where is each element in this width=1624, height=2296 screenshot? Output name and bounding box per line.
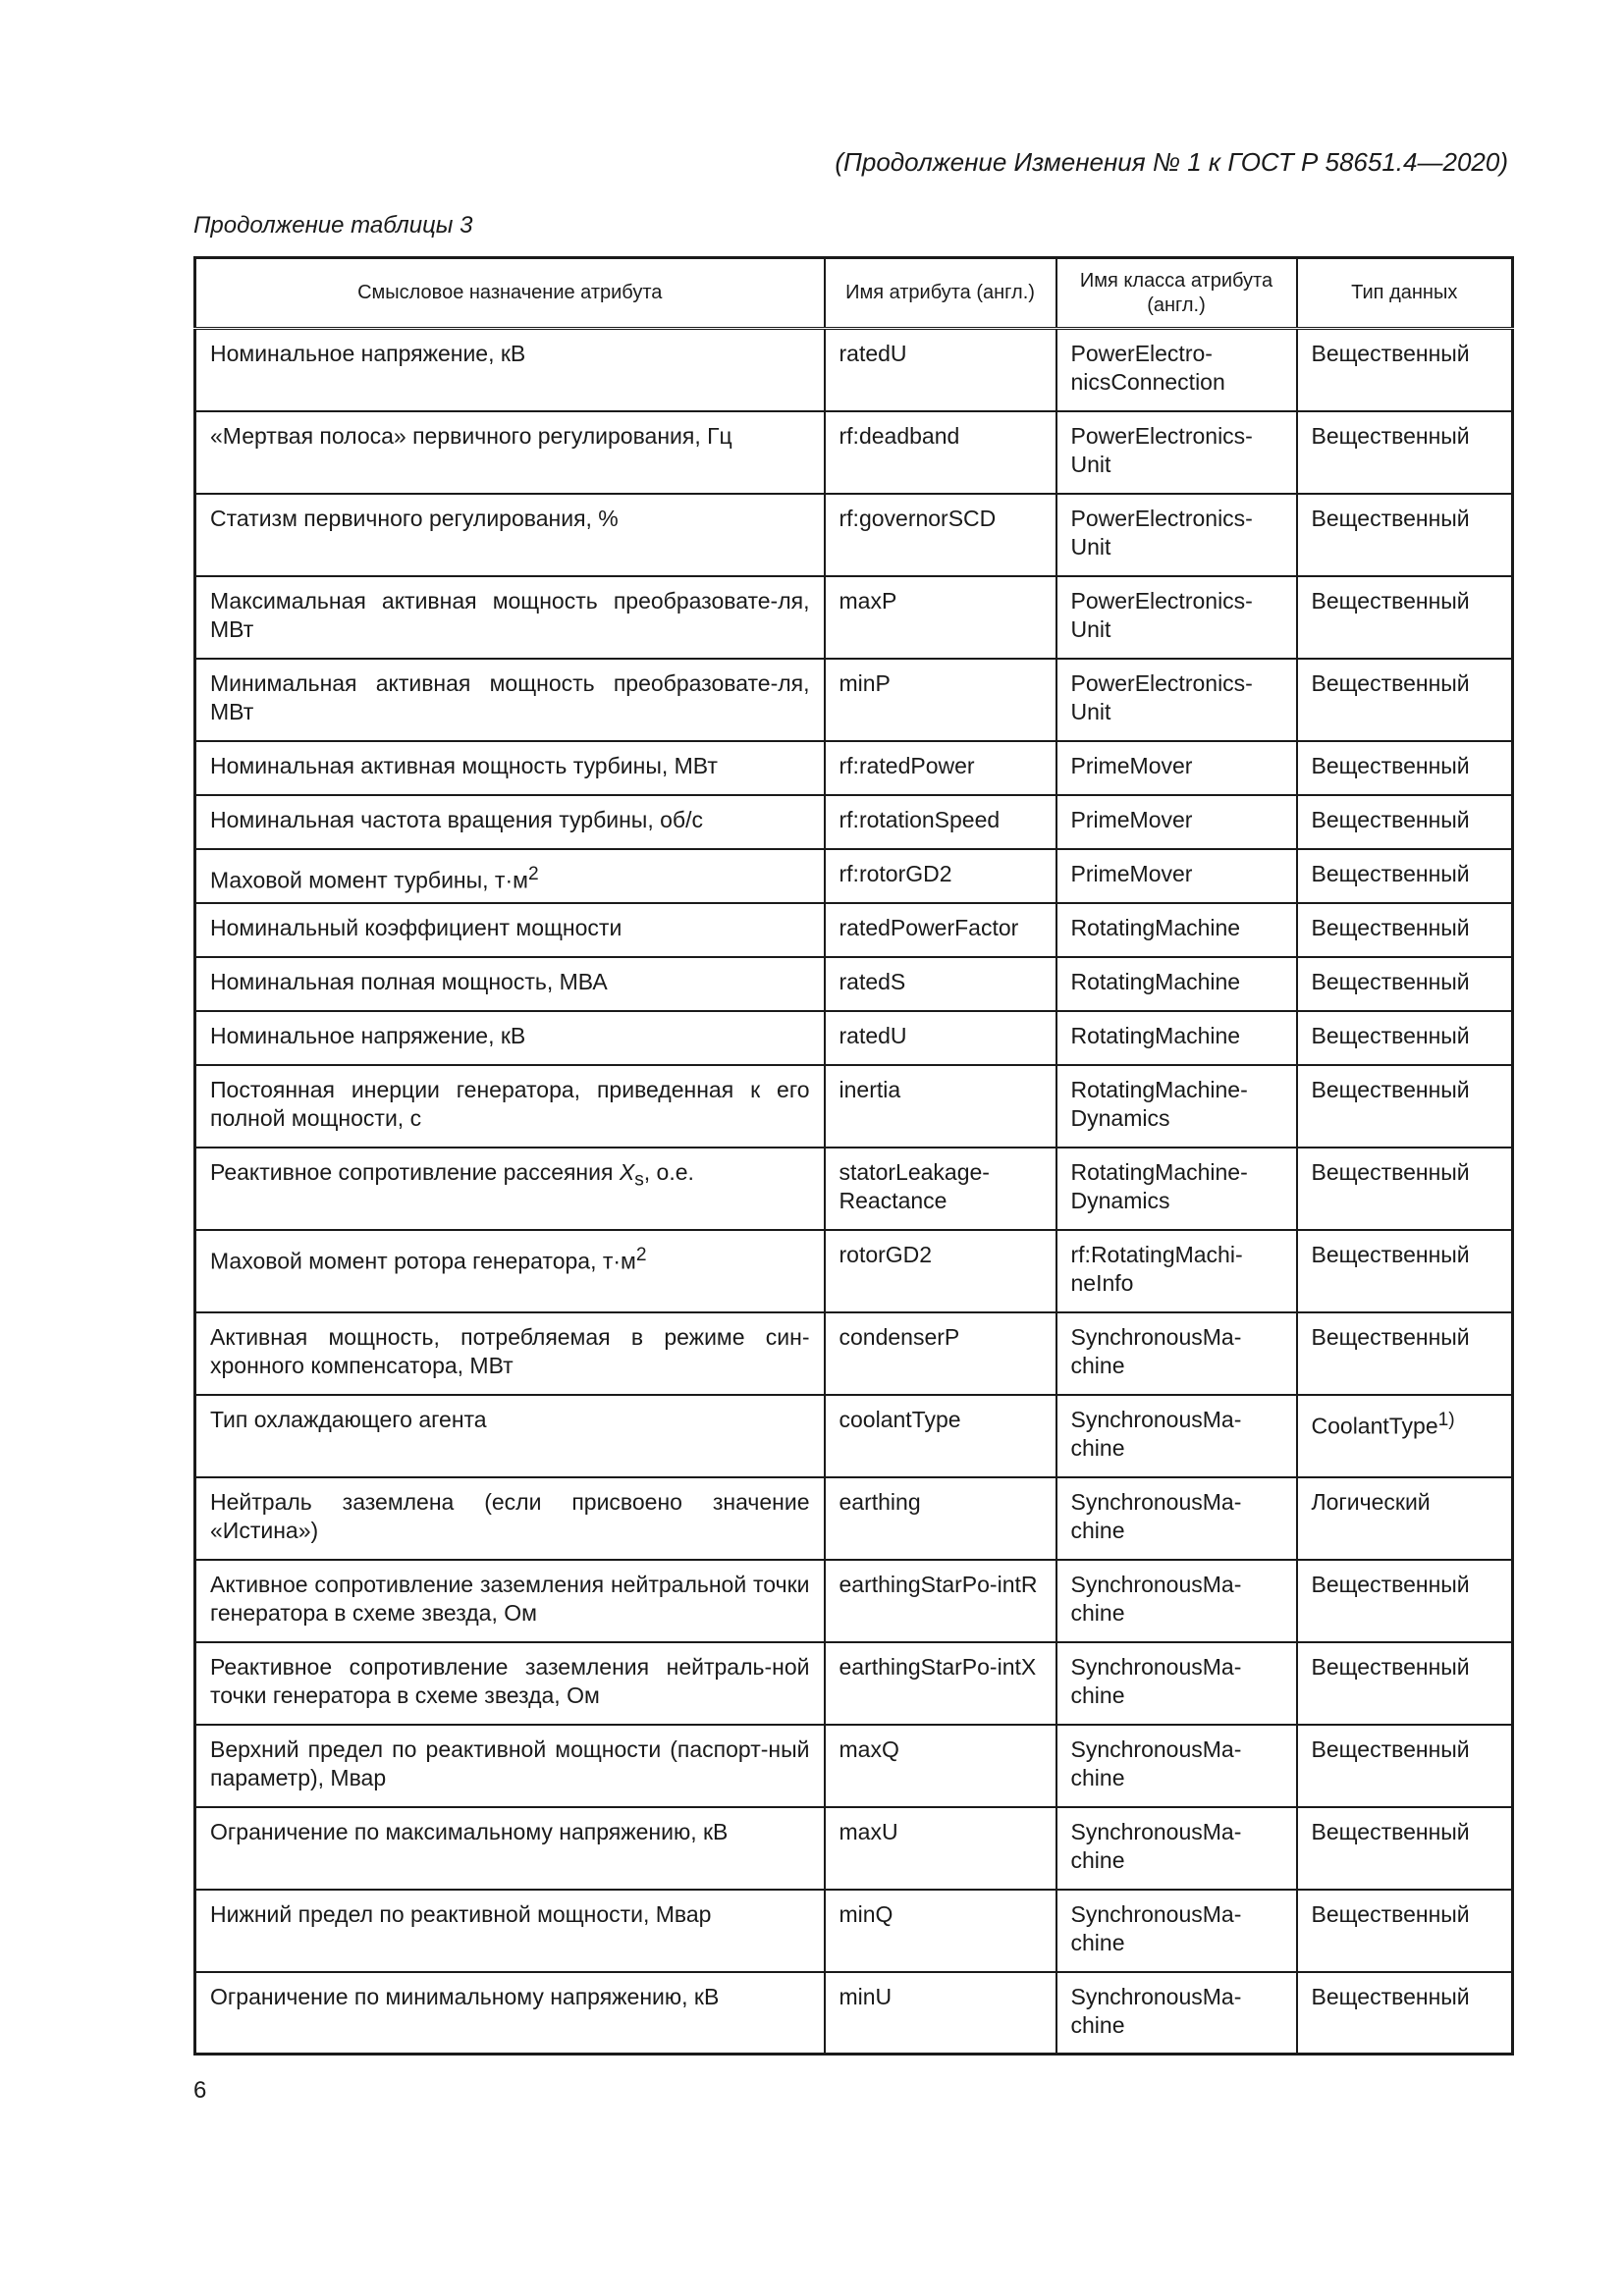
cell-purpose bbox=[195, 1560, 825, 1642]
cell-class-name: PrimeMover bbox=[1056, 849, 1297, 903]
cell-data-type bbox=[1297, 1807, 1513, 1890]
cell-class-name: PowerElectronics-Unit bbox=[1056, 659, 1297, 741]
type-text: Вещественный bbox=[1311, 587, 1470, 614]
cell-attribute-name: earthingStarPo-intR bbox=[825, 1560, 1056, 1642]
cell-attribute-name: maxU bbox=[825, 1807, 1056, 1890]
cell-data-type bbox=[1297, 411, 1513, 494]
cell-class-name: RotatingMachine bbox=[1056, 1011, 1297, 1065]
type-text: Вещественный bbox=[1311, 1571, 1470, 1597]
cell-data-type bbox=[1297, 849, 1513, 903]
cell-purpose bbox=[195, 659, 825, 741]
type-text: Вещественный bbox=[1311, 752, 1470, 778]
table-row bbox=[195, 1807, 1513, 1890]
purpose-text: Тип охлаждающего агента bbox=[210, 1406, 487, 1432]
table-row bbox=[195, 741, 1513, 795]
cell-attribute-name: earthing bbox=[825, 1477, 1056, 1560]
cell-attribute-name: rf:ratedPower bbox=[825, 741, 1056, 795]
attribute-table bbox=[193, 256, 1514, 2056]
cell-data-type bbox=[1297, 329, 1513, 411]
purpose-text: Максимальная активная мощность преобразовате-ля, МВт bbox=[210, 587, 810, 642]
cell-class-name: SynchronousMa-chine bbox=[1056, 1972, 1297, 2055]
cell-class-name: SynchronousMa-chine bbox=[1056, 1395, 1297, 1477]
table-row bbox=[195, 1065, 1513, 1148]
table-row bbox=[195, 659, 1513, 741]
cell-data-type bbox=[1297, 903, 1513, 957]
table-row bbox=[195, 576, 1513, 659]
cell-data-type bbox=[1297, 795, 1513, 849]
cell-attribute-name: ratedU bbox=[825, 1011, 1056, 1065]
purpose-text: Активное сопротивление заземления нейтральной точки генератора в схеме звезда, Ом bbox=[210, 1571, 810, 1626]
cell-data-type bbox=[1297, 1725, 1513, 1807]
cell-attribute-name: rotorGD2 bbox=[825, 1230, 1056, 1312]
cell-data-type bbox=[1297, 1890, 1513, 1972]
cell-data-type bbox=[1297, 1011, 1513, 1065]
column-header-purpose: Смысловое назначение атрибута bbox=[195, 258, 825, 329]
type-text: Вещественный bbox=[1311, 669, 1470, 696]
cell-class-name: RotatingMachine bbox=[1056, 903, 1297, 957]
purpose-text: Номинальное напряжение, кВ bbox=[210, 341, 526, 366]
purpose-text: Номинальная частота вращения турбины, об/с bbox=[210, 806, 703, 832]
cell-purpose bbox=[195, 494, 825, 576]
column-header-class-name: Имя класса атрибута (англ.) bbox=[1056, 258, 1297, 329]
type-text: Вещественный bbox=[1311, 1076, 1470, 1102]
type-text: Вещественный bbox=[1311, 968, 1470, 994]
purpose-tail: , о.е. bbox=[643, 1158, 694, 1185]
cell-class-name: SynchronousMa-chine bbox=[1056, 1725, 1297, 1807]
cell-data-type bbox=[1297, 957, 1513, 1011]
type-text: Вещественный bbox=[1311, 1818, 1470, 1844]
cell-purpose bbox=[195, 1477, 825, 1560]
cell-purpose bbox=[195, 576, 825, 659]
cell-attribute-name: minQ bbox=[825, 1890, 1056, 1972]
purpose-text: Номинальная активная мощность турбины, МВт bbox=[210, 752, 718, 778]
table-row bbox=[195, 1972, 1513, 2055]
type-text: Вещественный bbox=[1311, 860, 1470, 886]
cell-attribute-name: statorLeakage-Reactance bbox=[825, 1148, 1056, 1230]
cell-class-name: SynchronousMa-chine bbox=[1056, 1890, 1297, 1972]
table-row bbox=[195, 1395, 1513, 1477]
table-row bbox=[195, 1642, 1513, 1725]
cell-data-type bbox=[1297, 1560, 1513, 1642]
cell-class-name: PowerElectronics-Unit bbox=[1056, 576, 1297, 659]
purpose-text: Верхний предел по реактивной мощности (паспорт-ный параметр), Мвар bbox=[210, 1735, 810, 1790]
cell-attribute-name: minP bbox=[825, 659, 1056, 741]
cell-purpose bbox=[195, 1395, 825, 1477]
type-text: Вещественный bbox=[1311, 806, 1470, 832]
table-row bbox=[195, 1560, 1513, 1642]
cell-class-name: SynchronousMa-chine bbox=[1056, 1477, 1297, 1560]
cell-purpose bbox=[195, 1148, 825, 1230]
type-text: Вещественный bbox=[1311, 1158, 1470, 1185]
cell-purpose bbox=[195, 1972, 825, 2055]
cell-attribute-name: coolantType bbox=[825, 1395, 1056, 1477]
cell-attribute-name: rf:governorSCD bbox=[825, 494, 1056, 576]
cell-class-name: rf:RotatingMachi-neInfo bbox=[1056, 1230, 1297, 1312]
type-text: Вещественный bbox=[1311, 1653, 1470, 1680]
cell-data-type bbox=[1297, 1972, 1513, 2055]
purpose-text: Статизм первичного регулирования, % bbox=[210, 505, 619, 531]
cell-purpose bbox=[195, 1807, 825, 1890]
table-header-row bbox=[195, 258, 1513, 329]
table-row bbox=[195, 1725, 1513, 1807]
type-text: Вещественный bbox=[1311, 1323, 1470, 1350]
table-row bbox=[195, 411, 1513, 494]
cell-purpose bbox=[195, 849, 825, 903]
cell-class-name: SynchronousMa-chine bbox=[1056, 1807, 1297, 1890]
cell-class-name: RotatingMachine-Dynamics bbox=[1056, 1065, 1297, 1148]
cell-class-name: SynchronousMa-chine bbox=[1056, 1560, 1297, 1642]
purpose-text: Маховой момент турбины, т·м bbox=[210, 867, 528, 893]
cell-data-type bbox=[1297, 741, 1513, 795]
cell-data-type bbox=[1297, 576, 1513, 659]
cell-attribute-name: rf:rotorGD2 bbox=[825, 849, 1056, 903]
cell-class-name: PowerElectronics-Unit bbox=[1056, 494, 1297, 576]
cell-data-type bbox=[1297, 1230, 1513, 1312]
table-row bbox=[195, 1477, 1513, 1560]
cell-purpose bbox=[195, 957, 825, 1011]
type-text: Вещественный bbox=[1311, 1241, 1470, 1267]
cell-attribute-name: minU bbox=[825, 1972, 1056, 2055]
cell-purpose bbox=[195, 1230, 825, 1312]
cell-purpose bbox=[195, 903, 825, 957]
cell-attribute-name: condenserP bbox=[825, 1312, 1056, 1395]
cell-data-type bbox=[1297, 1395, 1513, 1477]
cell-purpose bbox=[195, 1065, 825, 1148]
cell-attribute-name: rf:rotationSpeed bbox=[825, 795, 1056, 849]
cell-purpose bbox=[195, 1725, 825, 1807]
cell-purpose bbox=[195, 795, 825, 849]
table-row bbox=[195, 494, 1513, 576]
type-text: Вещественный bbox=[1311, 422, 1470, 449]
cell-data-type bbox=[1297, 1148, 1513, 1230]
purpose-text: Нейтраль заземлена (если присвоено значение «Истина») bbox=[210, 1488, 810, 1543]
purpose-text: Ограничение по минимальному напряжению, кВ bbox=[210, 1983, 720, 2009]
cell-purpose bbox=[195, 1011, 825, 1065]
cell-data-type bbox=[1297, 1477, 1513, 1560]
type-text: Вещественный bbox=[1311, 1022, 1470, 1048]
purpose-text: Активная мощность, потребляемая в режиме син-хронного компенсатора, МВт bbox=[210, 1323, 810, 1378]
purpose-text: Реактивное сопротивление рассеяния bbox=[210, 1158, 620, 1185]
purpose-subscript: s bbox=[634, 1169, 644, 1191]
cell-class-name: PrimeMover bbox=[1056, 795, 1297, 849]
table-body bbox=[195, 329, 1513, 2055]
cell-purpose bbox=[195, 411, 825, 494]
cell-class-name: RotatingMachine-Dynamics bbox=[1056, 1148, 1297, 1230]
cell-purpose bbox=[195, 1312, 825, 1395]
purpose-superscript: 2 bbox=[635, 1244, 647, 1265]
table-row bbox=[195, 903, 1513, 957]
cell-class-name: PrimeMover bbox=[1056, 741, 1297, 795]
table-row bbox=[195, 795, 1513, 849]
purpose-text: Номинальное напряжение, кВ bbox=[210, 1022, 526, 1048]
table-row bbox=[195, 1011, 1513, 1065]
cell-purpose bbox=[195, 1642, 825, 1725]
cell-attribute-name: ratedU bbox=[825, 329, 1056, 411]
cell-data-type bbox=[1297, 1312, 1513, 1395]
type-text: CoolantType bbox=[1311, 1413, 1438, 1439]
purpose-text: Реактивное сопротивление заземления нейтраль-ной точки генератора в схеме звезда, Ом bbox=[210, 1653, 810, 1708]
cell-data-type bbox=[1297, 1642, 1513, 1725]
page-number: 6 bbox=[193, 2077, 207, 2104]
type-text: Вещественный bbox=[1311, 914, 1470, 940]
purpose-text: Маховой момент ротора генератора, т·м bbox=[210, 1248, 636, 1274]
continuation-note: (Продолжение Изменения № 1 к ГОСТ Р 58651.4—2020) bbox=[835, 147, 1508, 177]
cell-class-name: SynchronousMa-chine bbox=[1056, 1642, 1297, 1725]
footnote-marker: 1) bbox=[1437, 1409, 1455, 1430]
cell-attribute-name: ratedPowerFactor bbox=[825, 903, 1056, 957]
cell-attribute-name: maxP bbox=[825, 576, 1056, 659]
purpose-text: Нижний предел по реактивной мощности, Мвар bbox=[210, 1900, 712, 1927]
type-text: Вещественный bbox=[1311, 1900, 1470, 1927]
cell-class-name: PowerElectronics-Unit bbox=[1056, 411, 1297, 494]
table-row bbox=[195, 329, 1513, 411]
column-header-data-type: Тип данных bbox=[1297, 258, 1513, 329]
table-row bbox=[195, 849, 1513, 903]
cell-purpose bbox=[195, 1890, 825, 1972]
cell-purpose bbox=[195, 741, 825, 795]
purpose-variable: X bbox=[619, 1158, 635, 1185]
cell-attribute-name: ratedS bbox=[825, 957, 1056, 1011]
cell-data-type bbox=[1297, 1065, 1513, 1148]
cell-class-name: RotatingMachine bbox=[1056, 957, 1297, 1011]
purpose-text: Постоянная инерции генератора, приведенная к его полной мощности, с bbox=[210, 1076, 810, 1131]
table-row bbox=[195, 1312, 1513, 1395]
cell-class-name: SynchronousMa-chine bbox=[1056, 1312, 1297, 1395]
cell-data-type bbox=[1297, 494, 1513, 576]
cell-attribute-name: inertia bbox=[825, 1065, 1056, 1148]
type-text: Вещественный bbox=[1311, 1983, 1470, 2009]
cell-attribute-name: rf:deadband bbox=[825, 411, 1056, 494]
column-header-attribute-name: Имя атрибута (англ.) bbox=[825, 258, 1056, 329]
cell-data-type bbox=[1297, 659, 1513, 741]
type-text: Логический bbox=[1311, 1488, 1431, 1515]
type-text: Вещественный bbox=[1311, 505, 1470, 531]
type-text: Вещественный bbox=[1311, 341, 1470, 366]
purpose-superscript: 2 bbox=[527, 863, 539, 884]
purpose-text: Номинальная полная мощность, МВА bbox=[210, 968, 608, 994]
cell-attribute-name: earthingStarPo-intX bbox=[825, 1642, 1056, 1725]
purpose-text: Минимальная активная мощность преобразовате-ля, МВт bbox=[210, 669, 810, 724]
cell-purpose bbox=[195, 329, 825, 411]
cell-class-name: PowerElectro-nicsConnection bbox=[1056, 329, 1297, 411]
cell-attribute-name: maxQ bbox=[825, 1725, 1056, 1807]
table-row bbox=[195, 957, 1513, 1011]
purpose-text: Ограничение по максимальному напряжению, кВ bbox=[210, 1818, 729, 1844]
type-text: Вещественный bbox=[1311, 1735, 1470, 1762]
purpose-text: Номинальный коэффициент мощности bbox=[210, 914, 623, 940]
table-row bbox=[195, 1230, 1513, 1312]
table-caption: Продолжение таблицы 3 bbox=[193, 212, 473, 239]
purpose-text: «Мертвая полоса» первичного регулирования, Гц bbox=[210, 422, 732, 449]
table-row bbox=[195, 1148, 1513, 1230]
table-row bbox=[195, 1890, 1513, 1972]
